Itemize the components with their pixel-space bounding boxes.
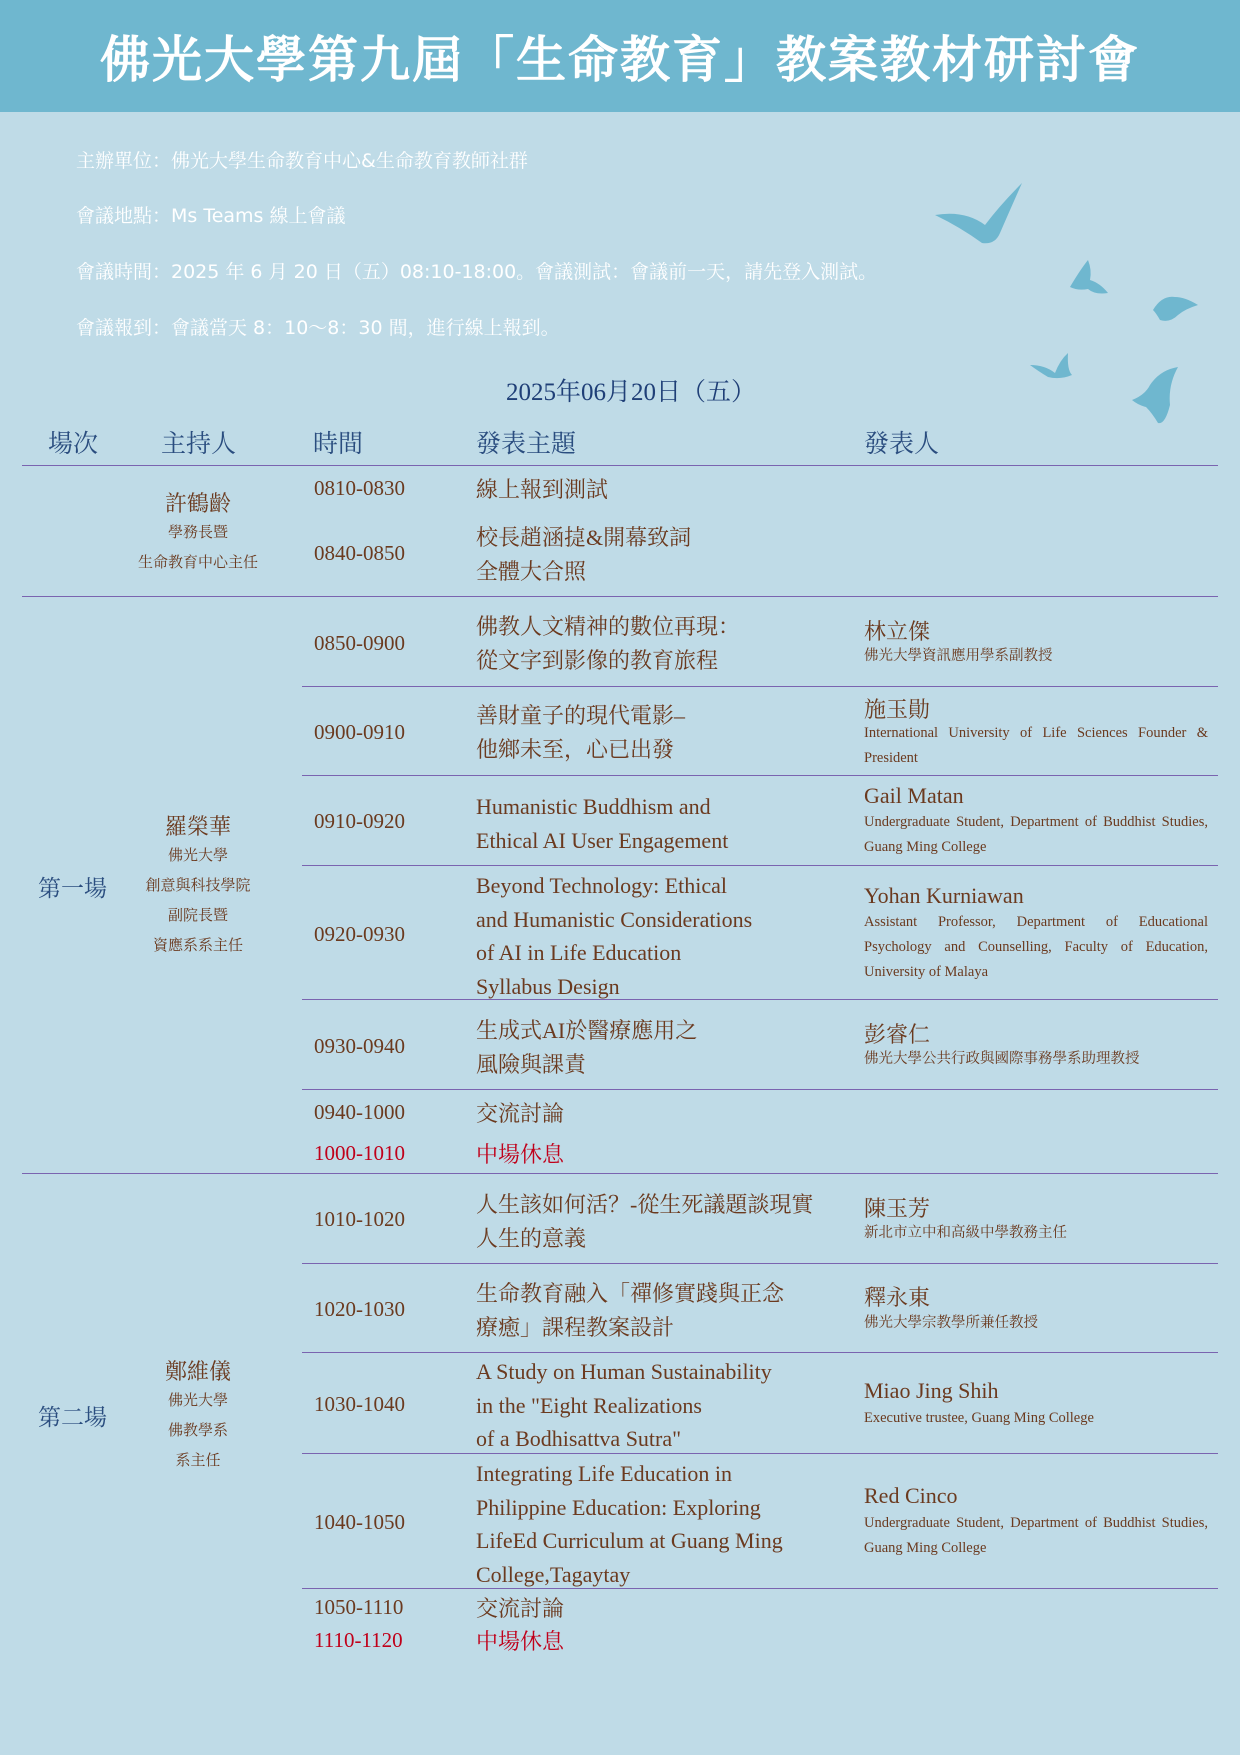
topic-line: Humanistic Buddhism and	[476, 794, 711, 819]
row-time: 0920-0930	[314, 922, 405, 946]
presenter-name: 林立傑	[864, 619, 931, 644]
presenter-name: Yohan Kurniawan	[864, 883, 1024, 908]
topic-line: 人生的意義	[476, 1225, 587, 1251]
row-topic	[476, 610, 740, 677]
session-divider	[22, 1173, 1218, 1174]
host-role: 系主任	[175, 1453, 221, 1469]
topic-line: Philippine Education: Exploring	[476, 1494, 761, 1520]
row-topic: 中場休息	[476, 1629, 565, 1654]
presenter-name: 彭睿仁	[864, 1022, 931, 1047]
row-time: 1030-1040	[314, 1392, 405, 1416]
header-host: 主持人	[161, 431, 237, 458]
topic-line: A Study on Human Sustainability	[476, 1359, 772, 1384]
topic-line: 善財童子的現代電影–	[476, 703, 686, 728]
host-opening	[98, 487, 298, 578]
host-role: 創意與科技學院	[145, 878, 251, 894]
row-topic	[476, 521, 691, 588]
topic-line: College,Tagaytay	[476, 1561, 631, 1587]
host-role: 佛教學系	[167, 1423, 228, 1439]
checkin-line: 會議報到：會議當天 8：10～8：30 間，進行線上報到。	[76, 317, 560, 339]
row-time: 1020-1030	[314, 1297, 405, 1321]
header-divider	[22, 465, 1218, 466]
row-divider	[302, 1352, 1218, 1353]
row-topic	[476, 869, 752, 1003]
row-topic: 交流討論	[476, 1596, 565, 1621]
row-time: 0850-0900	[314, 631, 405, 655]
topic-line: Ethical AI User Engagement	[476, 827, 729, 853]
host-name: 鄭維儀	[164, 1359, 231, 1384]
presenter-name: 施玉勛	[864, 697, 931, 722]
presenter-name: Miao Jing Shih	[864, 1378, 999, 1403]
organizer-line: 主辦單位：佛光大學生命教育中心&生命教育教師社群	[76, 150, 528, 172]
row-divider	[302, 865, 1218, 866]
topic-line: 生命教育融入「禪修實踐與正念	[476, 1281, 785, 1306]
presenter-affiliation: Undergraduate Student, Department of Buddhist Studies, Guang Ming College	[864, 1515, 1208, 1556]
row-divider	[302, 1089, 1218, 1090]
topic-line: of a Bodhisattva Sutra"	[476, 1426, 682, 1451]
topic-line: Syllabus Design	[476, 973, 620, 999]
row-topic	[476, 1014, 697, 1081]
row-topic	[476, 1188, 813, 1255]
presenter-affiliation: Executive trustee, Guang Ming College	[864, 1410, 1094, 1426]
host-name: 許鶴齡	[164, 491, 231, 516]
row-topic: 線上報到測試	[476, 477, 609, 502]
host-role: 學務長暨	[167, 525, 228, 541]
row-topic	[476, 1355, 772, 1456]
presenter-affiliation: 新北市立中和高級中學教務主任	[864, 1225, 1067, 1241]
topic-line: 風險與課責	[476, 1051, 587, 1077]
presenter-affiliation: International University of Life Sciences Founder & President	[864, 725, 1208, 766]
host-role: 資應系系主任	[152, 938, 243, 954]
session-divider	[22, 596, 1218, 597]
row-topic	[476, 699, 685, 766]
host-role: 副院長暨	[167, 908, 228, 924]
header-presenter: 發表人	[864, 431, 940, 458]
row-time: 0910-0920	[314, 809, 405, 833]
header-topic: 發表主題	[476, 431, 577, 458]
row-time: 0940-1000	[314, 1100, 405, 1124]
page-title: 佛光大學第九屆「生命教育」教案教材研討會	[100, 31, 1140, 89]
venue-line: 會議地點：Ms Teams 線上會議	[76, 205, 346, 227]
topic-line: LifeEd Curriculum at Guang Ming	[476, 1528, 783, 1553]
topic-line: 從文字到影像的教育旅程	[476, 647, 719, 673]
topic-line: 生成式AI於醫療應用之	[476, 1018, 698, 1043]
row-time: 1040-1050	[314, 1510, 405, 1534]
row-topic	[476, 1457, 783, 1591]
header-session: 場次	[48, 431, 99, 458]
presenter-affiliation: Assistant Professor, Department of Educational Psychology and Counselling, Faculty of Education, University of Malaya	[864, 914, 1208, 980]
presenter-name: Gail Matan	[864, 783, 964, 808]
row-time: 0900-0910	[314, 720, 405, 744]
title-banner	[0, 0, 1240, 112]
session-label: 第二場	[38, 1405, 107, 1430]
row-divider	[302, 999, 1218, 1000]
row-topic: 中場休息	[476, 1142, 565, 1167]
row-time: 0840-0850	[314, 541, 405, 565]
topic-line: 人生該如何活？-從生死議題談現實	[476, 1192, 814, 1217]
host-name: 羅榮華	[164, 814, 231, 839]
row-divider	[302, 686, 1218, 687]
topic-line: in the "Eight Realizations	[476, 1392, 702, 1418]
topic-line: 療癒」課程教案設計	[476, 1314, 675, 1340]
presenter-affiliation: 佛光大學資訊應用學系副教授	[864, 648, 1053, 664]
row-topic	[476, 790, 728, 857]
topic-line: 佛教人文精神的數位再現：	[476, 614, 741, 639]
session-label: 第一場	[38, 876, 107, 901]
presenter-affiliation: 佛光大學公共行政與國際事務學系助理教授	[864, 1051, 1140, 1067]
topic-line: Integrating Life Education in	[476, 1461, 732, 1486]
conference-date: 2025年06月20日（五）	[505, 379, 756, 406]
topic-line: of AI in Life Education	[476, 940, 682, 965]
presenter-affiliation: Undergraduate Student, Department of Buddhist Studies, Guang Ming College	[864, 814, 1208, 855]
row-time: 1010-1020	[314, 1207, 405, 1231]
row-time: 1000-1010	[314, 1141, 405, 1165]
topic-line: 他鄉未至，心已出發	[476, 736, 675, 762]
topic-line: 全體大合照	[476, 558, 587, 584]
presenter-name: Red Cinco	[864, 1483, 958, 1508]
topic-line: Beyond Technology: Ethical	[476, 873, 728, 898]
row-divider	[302, 775, 1218, 776]
host-role: 生命教育中心主任	[137, 555, 258, 571]
row-time: 0810-0830	[314, 476, 405, 500]
host-role: 佛光大學	[167, 1393, 228, 1409]
row-time: 0930-0940	[314, 1034, 405, 1058]
presenter-name: 陳玉芳	[864, 1196, 931, 1221]
row-time: 1110-1120	[314, 1628, 403, 1652]
host-role: 佛光大學	[167, 848, 228, 864]
row-divider	[302, 1263, 1218, 1264]
host-session-1	[98, 810, 298, 961]
presenter-affiliation: 佛光大學宗教學所兼任教授	[864, 1315, 1038, 1331]
header-time: 時間	[313, 431, 364, 458]
row-time: 1050-1110	[314, 1595, 404, 1619]
topic-line: 校長趙涵㨗&開幕致詞	[476, 525, 692, 550]
host-session-2	[98, 1355, 298, 1476]
time-line: 會議時間：2025 年 6 月 20 日（五）08:10-18:00。會議測試：會議前一天，請先登入測試。	[76, 261, 878, 283]
row-topic	[476, 1277, 784, 1344]
presenter-name: 釋永東	[864, 1285, 931, 1310]
topic-line: and Humanistic Considerations	[476, 906, 753, 932]
row-topic: 交流討論	[476, 1101, 565, 1126]
